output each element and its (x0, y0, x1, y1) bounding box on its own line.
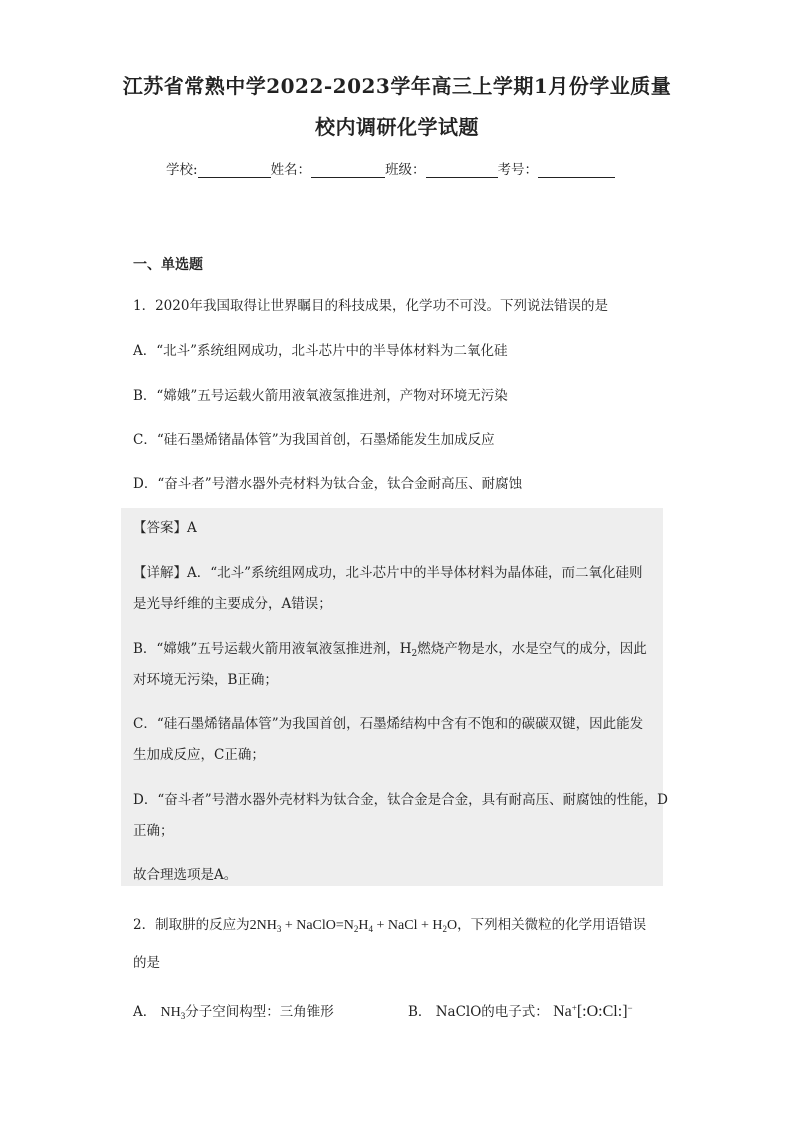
q1-detail-a-line1: 【详解】A．“北斗”系统组网成功，北斗芯片中的半导体材料为晶体硅，而二氧化硅则 (133, 565, 643, 581)
q1-option-a: A．“北斗”系统组网成功，北斗芯片中的半导体材料为二氧化硅 (133, 343, 508, 359)
electron-o: :O: (582, 1003, 603, 1020)
q2-option-b-text: NaClO的电子式： (435, 1004, 549, 1020)
eq-part-o: O (446, 918, 458, 933)
eq-part-mid1: + NaClO=N (281, 918, 354, 933)
q1-option-c: C．“硅石墨烯锗晶体管”为我国首创，石墨烯能发生加成反应 (133, 432, 495, 448)
eq-part-nh: 2NH (249, 918, 277, 933)
electron-cl-symbol: Cl (602, 1003, 618, 1020)
q2-option-b-label: B． (408, 1004, 432, 1020)
detail-b-post: 燃烧产物是水，水是空气的成分，因此 (417, 641, 647, 657)
name-label: 姓名： (270, 162, 312, 178)
detail-b-sub: 2 (411, 649, 418, 659)
q1-detail-d-line1: D．“奋斗者”号潜水器外壳材料为钛合金，钛合金是合金，具有耐高压、耐腐蚀的性能，D (133, 792, 668, 808)
q1-detail-b-line1 (133, 637, 647, 659)
name-blank (311, 161, 385, 178)
opt-a-sub: 3 (180, 1011, 186, 1021)
eq-sub-2a: 2 (353, 924, 359, 934)
eq-sub-2b: 2 (442, 924, 447, 934)
number-blank (538, 161, 615, 178)
eq-part-mid2: + NaCl + H (373, 918, 443, 933)
q1-detail-a-line2: 是光导纤维的主要成分，A错误； (133, 596, 332, 612)
q1-detail-conclusion: 故合理选项是A。 (133, 867, 238, 883)
q1-option-b: B．“嫦娥”五号运载火箭用液氧液氢推进剂，产物对环境无污染 (133, 388, 508, 404)
q1-stem: 1．2020年我国取得让世界瞩目的科技成果，化学功不可没。下列说法错误的是 (133, 298, 608, 314)
opt-a-nh: NH (160, 1005, 181, 1020)
q2-option-a-label: A． (133, 1004, 157, 1020)
q2-option-a (133, 1000, 334, 1021)
electron-o-symbol: O (586, 1003, 599, 1020)
q2-option-b (408, 1000, 633, 1021)
q2-equation (250, 918, 458, 933)
section-heading: 一、单选题 (133, 257, 203, 273)
electron-minus: − (627, 1003, 633, 1013)
q2-stem-line1 (133, 913, 646, 934)
q2-option-a-formula (161, 1005, 186, 1020)
q1-answer: 【答案】A (133, 520, 197, 536)
school-label: 学校: (166, 162, 198, 178)
eq-sub-3: 3 (276, 924, 282, 934)
electron-na: Na (553, 1003, 572, 1020)
number-label: 考号： (497, 162, 539, 178)
q1-option-d: D．“奋斗者”号潜水器外壳材料为钛合金，钛合金耐高压、耐腐蚀 (133, 476, 523, 492)
class-blank (426, 161, 498, 178)
q1-detail-c-line1: C．“硅石墨烯锗晶体管”为我国首创，石墨烯结构中含有不饱和的碳碳双键，因此能发 (133, 716, 644, 732)
exam-title-line2: 校内调研化学试题 (315, 115, 479, 139)
q1-detail-d-line2: 正确； (133, 823, 174, 839)
class-label: 班级： (385, 162, 426, 178)
q1-detail-c-line2: 生加成反应，C正确； (133, 747, 265, 763)
student-info-row (166, 158, 615, 178)
q2-stem-post: ，下列相关微粒的化学用语错误 (457, 917, 647, 933)
q2-stem-pre: 2．制取肼的反应为 (133, 917, 250, 933)
q2-option-a-text: 分子空间构型：三角锥形 (185, 1004, 334, 1020)
school-blank (198, 161, 271, 178)
electron-cl: Cl: (602, 1003, 623, 1020)
q1-detail-b-line2: 对环境无污染，B正确； (133, 672, 278, 688)
detail-b-pre: B．“嫦娥”五号运载火箭用液氧液氢推进剂，H (133, 641, 412, 657)
electron-plus: + (571, 1003, 577, 1013)
eq-part-h: H (358, 918, 369, 933)
exam-title-line1: 江苏省常熟中学2022-2023学年高三上学期1月份学业质量 (122, 74, 672, 98)
q2-stem-line2: 的是 (133, 955, 160, 971)
electron-formula: Na+[:O:Cl:]− (553, 1003, 633, 1020)
eq-sub-4: 4 (368, 924, 374, 934)
